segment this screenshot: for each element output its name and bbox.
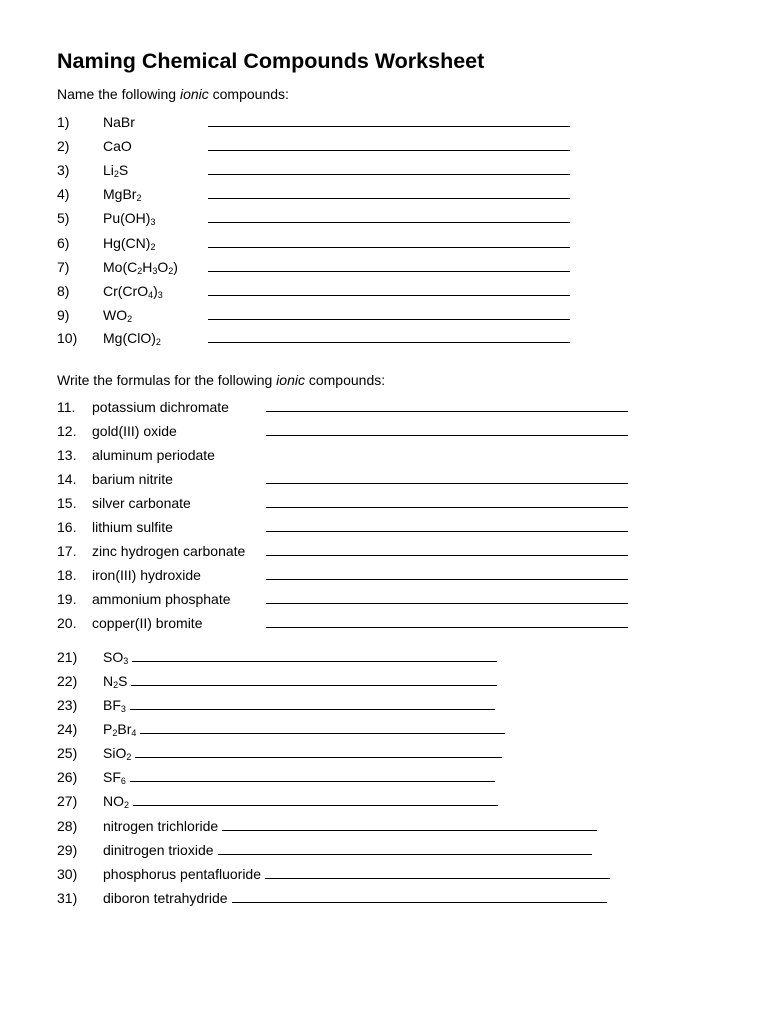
- compound-name: potassium dichromate: [92, 399, 229, 415]
- answer-line[interactable]: [133, 805, 498, 806]
- question-row: [57, 470, 632, 490]
- question-number: 11.: [57, 399, 76, 415]
- formula-text: NO: [103, 793, 124, 809]
- answer-line[interactable]: [132, 661, 497, 662]
- formula-text: Br: [117, 721, 132, 737]
- answer-line[interactable]: [266, 555, 628, 556]
- question-number: 6): [57, 235, 70, 251]
- formula-text: SF: [103, 769, 121, 785]
- formula-text: S: [118, 673, 128, 689]
- answer-line[interactable]: [266, 531, 628, 532]
- formula-subscript: 2: [113, 680, 119, 690]
- question-row: [57, 614, 632, 634]
- formula-text: Mo(C: [103, 259, 138, 275]
- question-row: [57, 137, 572, 157]
- answer-line[interactable]: [130, 781, 495, 782]
- question-number: 12.: [57, 423, 77, 439]
- question-row: [57, 446, 632, 466]
- answer-line[interactable]: [266, 411, 628, 412]
- question-number: 13.: [57, 447, 77, 463]
- question-number: 8): [57, 283, 70, 299]
- formula-subscript: 6: [120, 776, 126, 786]
- question-row: [57, 768, 617, 788]
- answer-line[interactable]: [208, 198, 570, 199]
- formula-subscript: 2: [112, 728, 118, 738]
- formula-text: nitrogen trichloride: [103, 818, 219, 834]
- compound-name: lithium sulfite: [92, 519, 173, 535]
- formula-text: CaO: [103, 138, 132, 154]
- question-row: [57, 792, 617, 812]
- question-row: [57, 398, 632, 418]
- question-number: 20.: [57, 615, 77, 631]
- formula-subscript: 3: [150, 217, 156, 227]
- answer-line[interactable]: [266, 483, 628, 484]
- question-number: 9): [57, 307, 70, 323]
- worksheet-title: Naming Chemical Compounds Worksheet: [57, 49, 485, 73]
- compound-name: gold(III) oxide: [92, 423, 177, 439]
- answer-line[interactable]: [140, 733, 505, 734]
- question-number: 14.: [57, 471, 77, 487]
- question-row: [57, 720, 617, 740]
- section2-instruction-emphasis: ionic: [276, 372, 305, 388]
- question-number: 16.: [57, 519, 77, 535]
- formula-subscript: 2: [127, 314, 133, 324]
- answer-line[interactable]: [208, 247, 570, 248]
- formula-text: Hg(CN): [103, 235, 151, 251]
- question-number: 30): [57, 866, 78, 882]
- answer-line[interactable]: [130, 709, 495, 710]
- answer-line[interactable]: [208, 342, 570, 343]
- formula-text: P: [103, 721, 113, 737]
- compound-formula: [103, 161, 128, 179]
- question-number: 2): [57, 138, 70, 154]
- question-row: [57, 185, 572, 205]
- compound-formula: [103, 672, 127, 690]
- question-number: 4): [57, 186, 70, 202]
- compound-formula: [103, 841, 214, 859]
- answer-line[interactable]: [131, 685, 497, 686]
- formula-subscript: 2: [155, 337, 161, 347]
- question-number: 24): [57, 721, 78, 737]
- compound-formula: [103, 696, 126, 714]
- formula-subscript: 4: [131, 728, 137, 738]
- answer-line[interactable]: [208, 319, 570, 320]
- question-number: 26): [57, 769, 78, 785]
- answer-line[interactable]: [208, 271, 570, 272]
- compound-formula: [103, 185, 141, 203]
- question-number: 1): [57, 114, 70, 130]
- question-row: [57, 648, 617, 668]
- question-number: 3): [57, 162, 70, 178]
- formula-subscript: 4: [148, 290, 154, 300]
- question-row: [57, 744, 617, 764]
- compound-formula: [103, 792, 129, 810]
- question-number: 29): [57, 842, 78, 858]
- compound-formula: [103, 720, 136, 738]
- question-row: [57, 306, 572, 326]
- compound-formula: [103, 113, 135, 131]
- question-number: 17.: [57, 543, 77, 559]
- question-number: 21): [57, 649, 78, 665]
- question-number: 5): [57, 210, 70, 226]
- formula-subscript: 2: [113, 169, 119, 179]
- answer-line[interactable]: [208, 222, 570, 223]
- question-row: [57, 590, 632, 610]
- answer-line[interactable]: [218, 854, 592, 855]
- formula-text: Mg(ClO): [103, 330, 156, 346]
- formula-subscript: 2: [168, 266, 174, 276]
- compound-formula: [103, 768, 126, 786]
- formula-subscript: 3: [123, 656, 129, 666]
- formula-text: N: [103, 673, 114, 689]
- answer-line[interactable]: [266, 507, 628, 508]
- compound-name: ammonium phosphate: [92, 591, 231, 607]
- formula-text: S: [118, 162, 129, 178]
- question-row: [57, 841, 617, 861]
- question-number: 10): [57, 330, 78, 346]
- formula-text: SO: [103, 649, 124, 665]
- section1-instruction: [57, 85, 289, 103]
- compound-name: zinc hydrogen carbonate: [92, 543, 246, 559]
- question-number: 19.: [57, 591, 77, 607]
- question-row: [57, 889, 617, 909]
- section1-instruction-post: compounds:: [208, 86, 289, 102]
- answer-line[interactable]: [208, 126, 570, 127]
- section1-instruction-emphasis: ionic: [179, 86, 209, 102]
- question-row: [57, 542, 632, 562]
- formula-text: Pu(OH): [103, 210, 151, 226]
- question-row: [57, 422, 632, 442]
- formula-text: BF: [103, 697, 121, 713]
- question-row: [57, 329, 572, 349]
- question-row: [57, 696, 617, 716]
- section2-instruction-pre: Write the formulas for the following: [57, 372, 277, 388]
- answer-line[interactable]: [265, 878, 610, 879]
- question-number: 28): [57, 818, 78, 834]
- formula-text: H: [142, 259, 153, 275]
- question-number: 22): [57, 673, 78, 689]
- compound-formula: [103, 744, 131, 762]
- question-row: [57, 282, 572, 302]
- formula-subscript: 2: [150, 242, 156, 252]
- answer-line[interactable]: [222, 830, 597, 831]
- answer-line[interactable]: [266, 603, 628, 604]
- question-number: 15.: [57, 495, 77, 511]
- question-row: [57, 234, 572, 254]
- compound-formula: [103, 282, 163, 300]
- compound-formula: [103, 209, 155, 227]
- formula-text: dinitrogen trioxide: [103, 842, 214, 858]
- formula-subscript: 2: [136, 193, 142, 203]
- answer-line[interactable]: [135, 757, 502, 758]
- question-row: [57, 672, 617, 692]
- formula-subscript: 2: [126, 752, 132, 762]
- formula-text: O: [157, 259, 169, 275]
- compound-formula: [103, 234, 155, 252]
- question-number: 25): [57, 745, 78, 761]
- question-number: 7): [57, 259, 70, 275]
- question-row: [57, 113, 572, 133]
- question-number: 31): [57, 890, 78, 906]
- question-number: 18.: [57, 567, 77, 583]
- compound-formula: [103, 889, 228, 907]
- answer-line[interactable]: [266, 435, 628, 436]
- compound-formula: [103, 329, 161, 347]
- compound-name: copper(II) bromite: [92, 615, 203, 631]
- question-number: 23): [57, 697, 78, 713]
- compound-formula: [103, 137, 132, 155]
- question-number: 27): [57, 793, 78, 809]
- formula-text: ): [153, 283, 158, 299]
- formula-text: NaBr: [103, 114, 135, 130]
- formula-subscript: 3: [152, 266, 158, 276]
- question-row: [57, 161, 572, 181]
- compound-formula: [103, 865, 261, 883]
- formula-text: MgBr: [103, 186, 137, 202]
- formula-subscript: 2: [124, 800, 130, 810]
- compound-name: aluminum periodate: [92, 447, 215, 463]
- formula-text: WO: [103, 307, 128, 323]
- question-row: [57, 518, 632, 538]
- formula-text: phosphorus pentafluoride: [103, 866, 262, 882]
- compound-formula: [103, 258, 178, 276]
- answer-line[interactable]: [208, 150, 570, 151]
- compound-formula: [103, 817, 218, 835]
- compound-name: barium nitrite: [92, 471, 173, 487]
- question-row: [57, 566, 632, 586]
- formula-subscript: 3: [120, 704, 126, 714]
- compound-name: iron(III) hydroxide: [92, 567, 201, 583]
- compound-formula: [103, 306, 132, 324]
- answer-line[interactable]: [266, 579, 628, 580]
- compound-name: silver carbonate: [92, 495, 191, 511]
- section1-instruction-pre: Name the following: [57, 86, 180, 102]
- section2-instruction-post: compounds:: [304, 372, 386, 388]
- section2-instruction: [57, 371, 385, 389]
- question-row: [57, 209, 572, 229]
- formula-subscript: 3: [157, 290, 163, 300]
- formula-text: Cr(CrO: [103, 283, 149, 299]
- question-row: [57, 258, 572, 278]
- question-row: [57, 865, 617, 885]
- formula-text: ): [173, 259, 178, 275]
- formula-text: SiO: [103, 745, 127, 761]
- answer-line[interactable]: [266, 627, 628, 628]
- formula-text: diboron tetrahydride: [103, 890, 228, 906]
- question-row: [57, 494, 632, 514]
- formula-text: Li: [103, 162, 114, 178]
- answer-line[interactable]: [208, 295, 570, 296]
- question-row: [57, 817, 617, 837]
- compound-formula: [103, 648, 128, 666]
- answer-line[interactable]: [208, 174, 570, 175]
- answer-line[interactable]: [232, 902, 607, 903]
- formula-subscript: 2: [137, 266, 143, 276]
